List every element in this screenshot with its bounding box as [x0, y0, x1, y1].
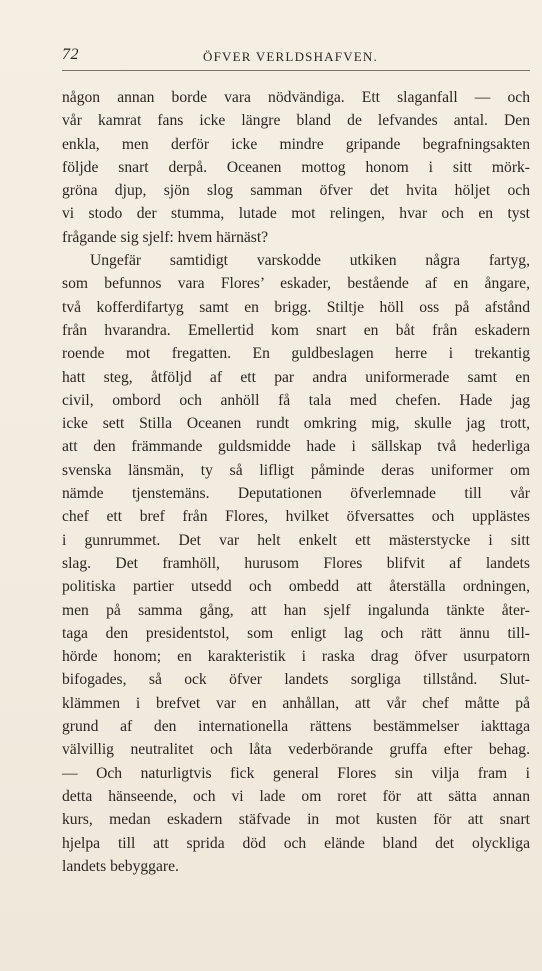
text-line: vi stodo der stumma, lutade mot relingen, hvar och en tyst: [62, 205, 530, 223]
text-line: klämmen i brefvet var en anhållan, att vår chef måtte på: [62, 694, 530, 712]
header-rule: [62, 70, 530, 71]
text-line: två kofferdifartyg samt en brigg. Stiltje höll oss på afstånd: [62, 298, 530, 316]
text-line: bifogades, så ock öfver landets sorgliga tillstånd. Slut-: [62, 671, 530, 689]
text-line: politiska partier utsedd och ombedd att återställa ordningen,: [62, 578, 530, 596]
paragraph-end-line: landets bebyggare.: [62, 857, 179, 875]
text-line: enkla, men derför icke mindre gripande begrafningsakten: [62, 135, 530, 153]
text-line: men på samma gång, att han sjelf ingalunda tänkte åter-: [62, 601, 530, 619]
text-line: nämde tjenstemäns. Deputationen öfverlemnade till vår: [62, 485, 530, 503]
page-number: 72: [62, 46, 79, 63]
text-line: detta hänseende, och vi lade om roret för att sätta annan: [62, 787, 530, 805]
text-line: välvillig neutralitet och låta vederbörande gruffa efter behag.: [62, 741, 530, 759]
text-line: civil, ombord och anhöll få tala med chefen. Hade jag: [62, 391, 530, 409]
text-line: taga den presidentstol, som enligt lag och rätt ännu till-: [62, 624, 530, 642]
text-line: roende mot fregatten. En guldbeslagen herre i trekantig: [62, 345, 530, 363]
text-line: gröna djup, sjön slog samman öfver det hvita höljet och: [62, 182, 530, 200]
text-line: hjelpa till att sprida död och elände bland det olyckliga: [62, 834, 530, 852]
text-line: i gunrummet. Det var helt enkelt ett mästerstycke i sitt: [62, 531, 530, 549]
page-header: [62, 44, 530, 68]
text-line: kurs, medan eskadern stäfvade in mot kusten för att snart: [62, 811, 530, 829]
text-line: slag. Det framhöll, hurusom Flores blifvit af landets: [62, 554, 530, 572]
paragraph-start-line: Ungefär samtidigt varskodde utkiken några fartyg,: [90, 252, 530, 270]
body-text: [62, 86, 530, 878]
text-line: från hvarandra. Emellertid kom snart en båt från eskadern: [62, 321, 530, 339]
text-line: svenska länsmän, ty så lifligt påminde deras uniformer om: [62, 461, 530, 479]
running-head: ÖFVER VERLDSHAFVEN.: [203, 49, 378, 64]
text-line: chef ett bref från Flores, hvilket öfversattes och upplästes: [62, 508, 530, 526]
text-line: någon annan borde vara nödvändiga. Ett slaganfall — och: [62, 89, 530, 106]
paragraph-end-line: frågande sig sjelf: hvem härnäst?: [62, 228, 269, 246]
text-line: — Och naturligtvis fick general Flores sin vilja fram i: [62, 764, 530, 782]
text-line: att den främmande guldsmidde hade i sällskap två hederliga: [62, 438, 530, 456]
text-line: icke sett Stilla Oceanen rundt omkring mig, skulle jag trott,: [62, 415, 530, 433]
text-line: grund af den internationella rättens bestämmelser iakttaga: [62, 718, 530, 736]
text-line: hörde honom; en karakteristik i raska drag öfver usurpatorn: [62, 648, 530, 666]
text-line: vår kamrat fans icke längre bland de lefvandes antal. Den: [62, 112, 530, 130]
text-line: följde snart derpå. Oceanen mottog honom i sitt mörk-: [62, 158, 530, 176]
text-line: som befunnos vara Flores’ eskader, bestående af en ångare,: [62, 275, 530, 293]
text-line: hatt steg, åtföljd af ett par andra uniformerade samt en: [62, 368, 530, 386]
